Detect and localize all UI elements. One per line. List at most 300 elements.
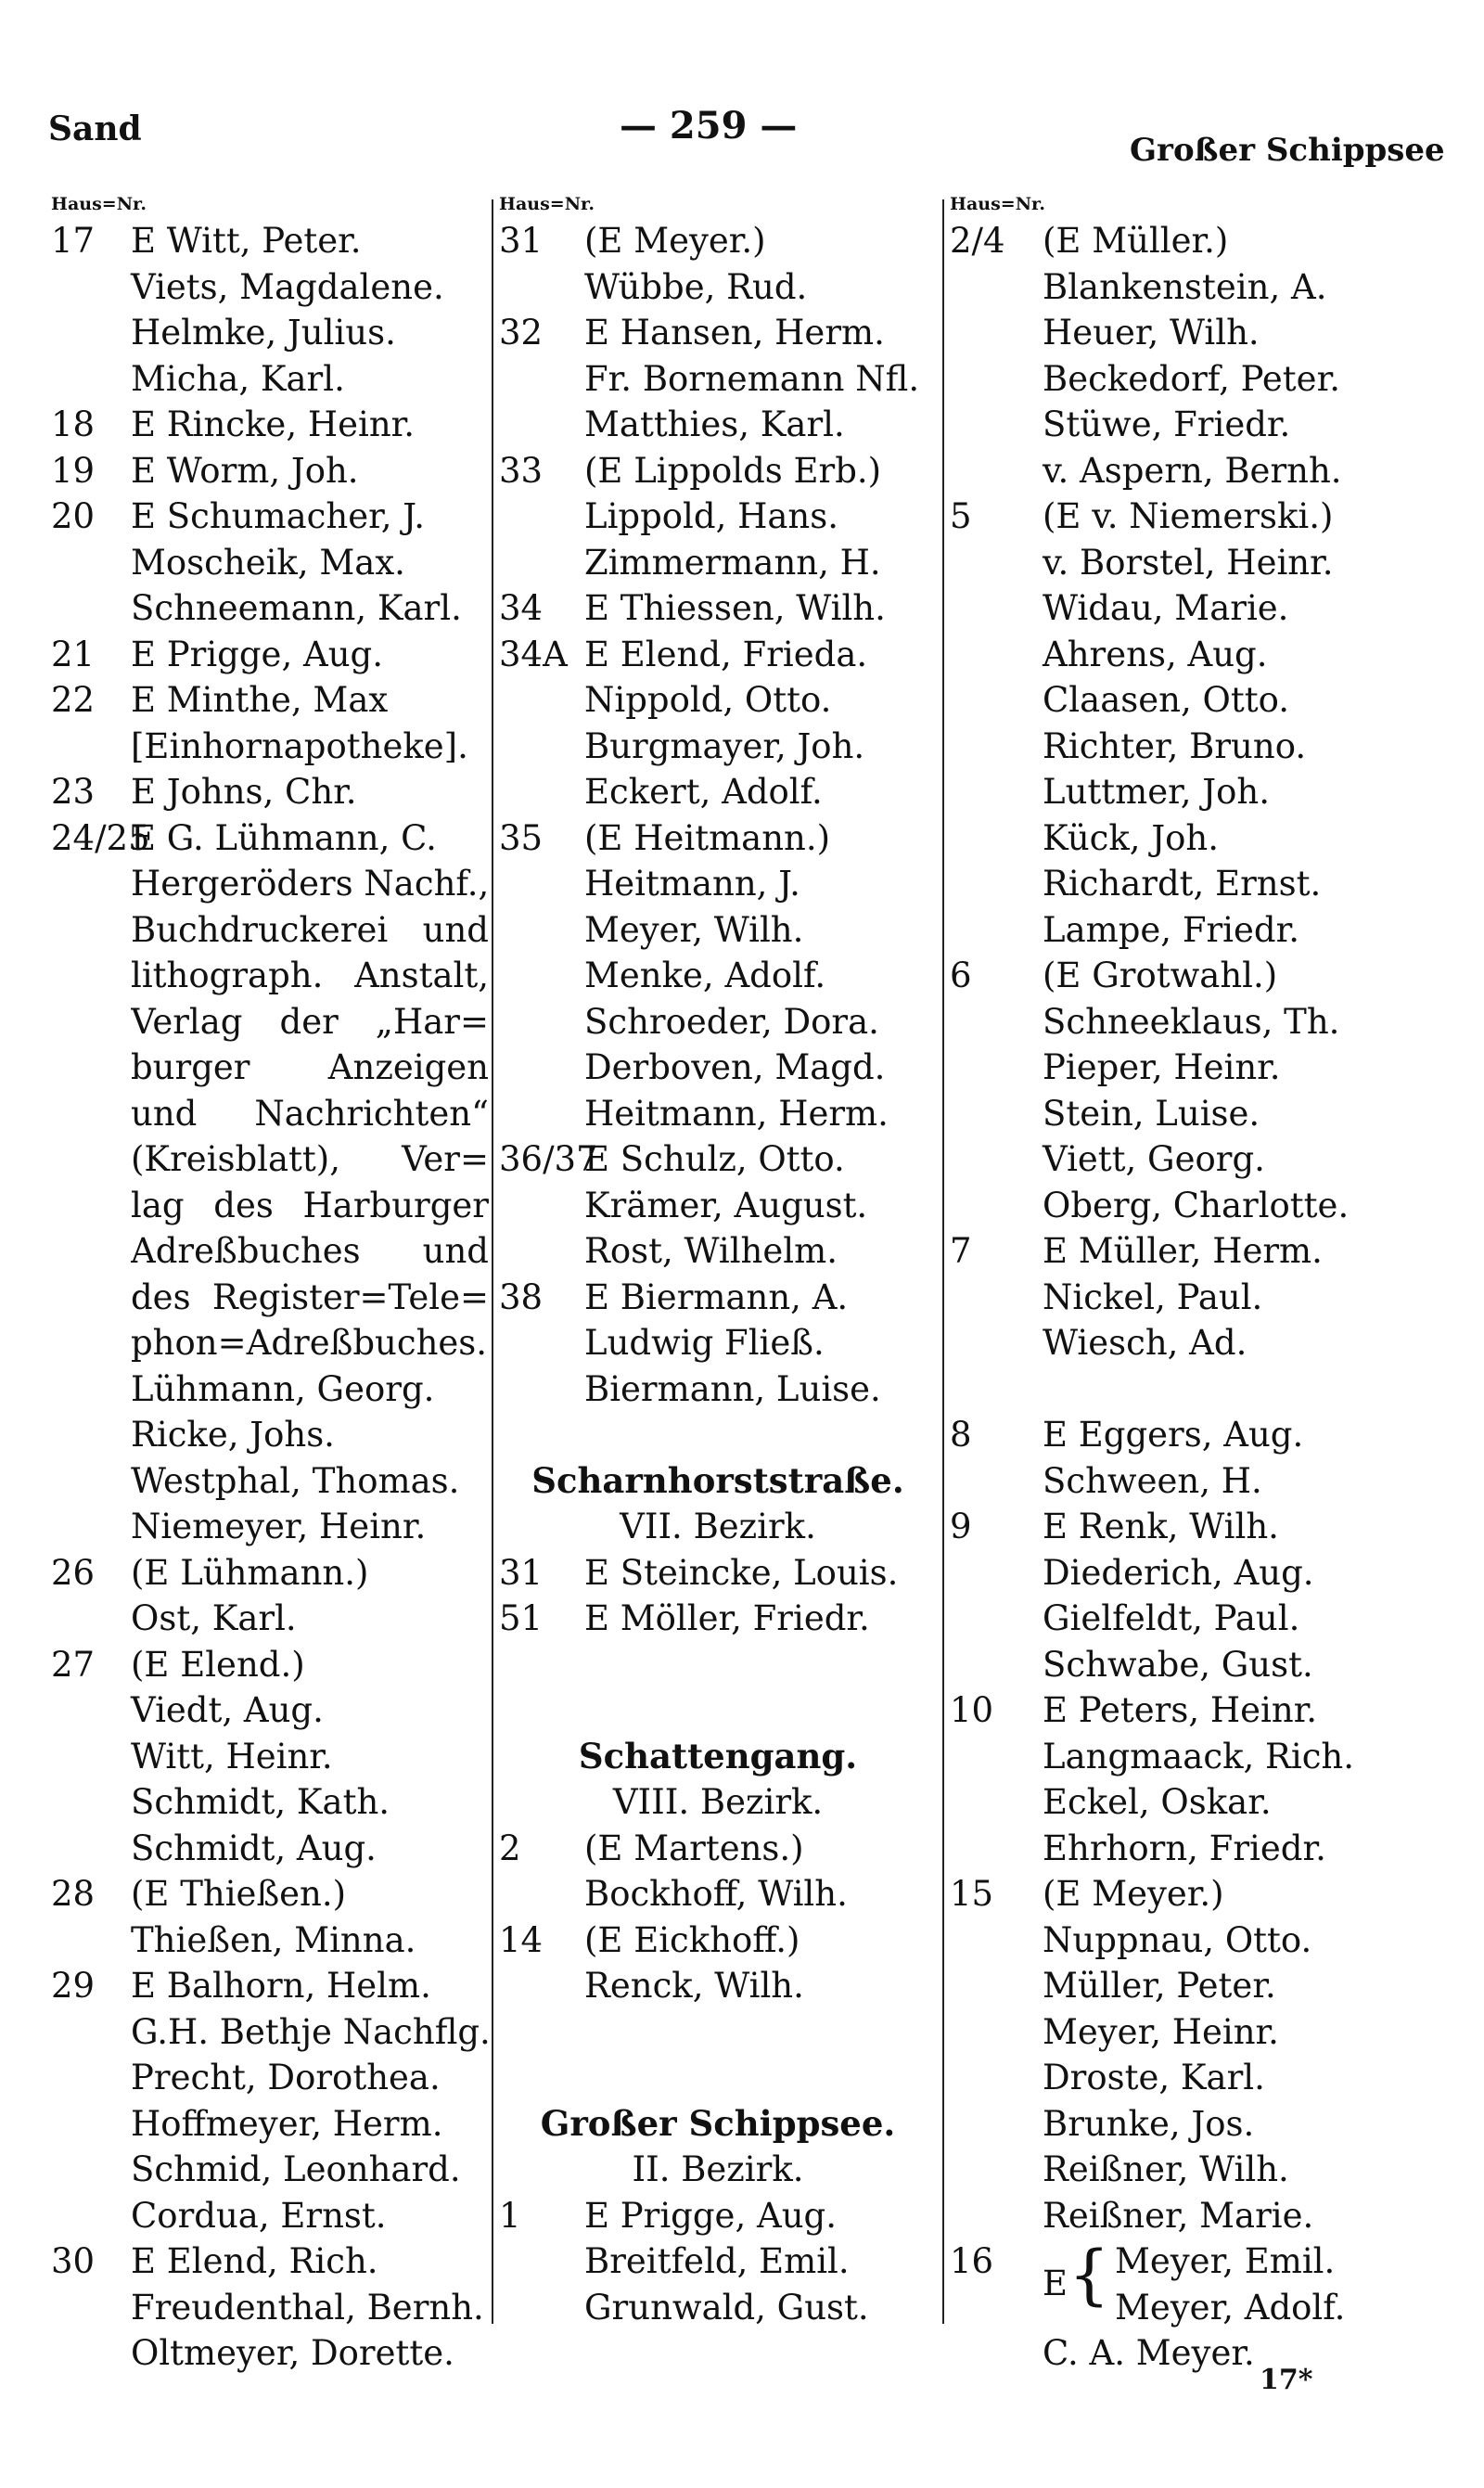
- entry-text: (E Eickhoff.): [584, 1919, 800, 1960]
- directory-entry: [51, 540, 487, 586]
- directory-entry: [950, 2101, 1386, 2148]
- house-number: 31: [499, 221, 544, 261]
- entry-text: Claasen, Otto.: [1043, 680, 1289, 720]
- directory-entry: [950, 218, 1386, 264]
- directory-entry: [51, 1826, 487, 1872]
- house-number: 28: [51, 1874, 96, 1914]
- house-number: 6: [950, 955, 972, 995]
- directory-entry: [499, 2285, 935, 2331]
- directory-entry: [499, 907, 935, 954]
- directory-entry: [950, 769, 1386, 815]
- page-number: — 259 —: [620, 104, 798, 147]
- directory-entry: [950, 2285, 1386, 2331]
- district-row: [499, 2147, 935, 2193]
- entry-text: Zimmermann, H.: [584, 542, 881, 583]
- entry-text: E Peters, Heinr.: [1043, 1690, 1318, 1730]
- entry-text: Ehrhorn, Friedr.: [1043, 1828, 1326, 1868]
- directory-entry: [51, 724, 487, 770]
- directory-entry: [499, 1550, 935, 1597]
- entry-text: Schmidt, Aug.: [131, 1828, 377, 1868]
- directory-entry: [51, 1458, 487, 1505]
- directory-entry: [499, 585, 935, 632]
- directory-entry: [950, 1963, 1386, 2009]
- entry-text: E Renk, Wilh.: [1043, 1507, 1279, 1546]
- house-number: 31: [499, 1552, 544, 1593]
- house-number: 26: [51, 1552, 96, 1593]
- directory-entry: [499, 1045, 935, 1091]
- house-number: 22: [51, 680, 96, 720]
- street-heading: Schattengang.: [578, 1735, 858, 1776]
- directory-entry: [950, 2055, 1386, 2101]
- directory-entry: [51, 356, 487, 403]
- entry-text: (E Heitmann.): [584, 817, 831, 858]
- entry-text: Blankenstein, A.: [1043, 266, 1327, 307]
- entry-text: Grunwald, Gust.: [584, 2287, 869, 2328]
- entry-text: Langmaack, Rich.: [1043, 1736, 1355, 1776]
- directory-entry: [950, 1550, 1386, 1597]
- entry-text: Schmidt, Kath.: [131, 1782, 390, 1822]
- entry-text: Reißner, Wilh.: [1043, 2149, 1289, 2189]
- directory-entry: [51, 448, 487, 494]
- entry-text: E Elend, Frieda.: [584, 634, 868, 674]
- house-number: 29: [51, 1966, 96, 2006]
- house-number: 30: [51, 2241, 96, 2281]
- house-number: 23: [51, 772, 96, 812]
- entry-text: Witt, Heinr.: [131, 1736, 333, 1776]
- directory-entry: [51, 861, 487, 907]
- directory-entry: [499, 494, 935, 540]
- entry-text: E Witt, Peter.: [131, 221, 362, 261]
- entry-text: Pieper, Heinr.: [1043, 1047, 1281, 1087]
- street-heading: Großer Schippsee.: [540, 2102, 896, 2144]
- directory-entry: [51, 585, 487, 632]
- column-label: Haus=Nr.: [499, 194, 595, 214]
- directory-entry: [51, 769, 487, 815]
- entry-text: Müller, Peter.: [1043, 1966, 1276, 2006]
- entry-text: Freudenthal, Bernh.: [131, 2287, 484, 2328]
- entry-text: Eckel, Oskar.: [1043, 1782, 1272, 1822]
- spacer: [499, 2009, 935, 2056]
- directory-entry: [499, 1871, 935, 1917]
- directory-entry: [51, 1366, 487, 1413]
- directory-entry: [499, 1366, 935, 1413]
- entry-text: Heuer, Wilh.: [1043, 313, 1260, 353]
- brace-glyph: {: [1068, 2237, 1110, 2313]
- house-number: 17: [51, 221, 96, 261]
- directory-entry: [499, 1183, 935, 1229]
- directory-entry: [51, 999, 487, 1045]
- directory-entry: [950, 999, 1386, 1045]
- directory-entry: [51, 1183, 487, 1229]
- entry-text: Lippold, Hans.: [584, 496, 838, 536]
- entry-text: Droste, Karl.: [1043, 2058, 1265, 2097]
- entry-text: (E v. Niemerski.): [1043, 496, 1334, 536]
- directory-entry: [499, 540, 935, 586]
- directory-entry: [950, 1687, 1386, 1734]
- house-number: 38: [499, 1276, 544, 1317]
- directory-entry: [51, 1045, 487, 1091]
- directory-entry: [51, 1687, 487, 1734]
- entry-text: Verlag der „Har=: [131, 1001, 489, 1042]
- directory-entry: [499, 1091, 935, 1137]
- house-number: 34A: [499, 634, 568, 674]
- entry-text: Lühmann, Georg.: [131, 1368, 435, 1409]
- directory-entry: [51, 494, 487, 540]
- entry-text: lag des Harburger: [131, 1185, 489, 1225]
- entry-text: Hergeröders Nachf.,: [131, 864, 489, 904]
- entry-text: Nuppnau, Otto.: [1043, 1919, 1312, 1960]
- house-number: 24/25: [51, 817, 150, 858]
- entry-text: E Worm, Joh.: [131, 450, 359, 491]
- directory-entry: [51, 2193, 487, 2239]
- directory-entry: [499, 1320, 935, 1366]
- entry-text: Ludwig Fließ.: [584, 1323, 825, 1363]
- entry-text: Wübbe, Rud.: [584, 266, 808, 307]
- directory-entry: [499, 264, 935, 311]
- directory-entry: [499, 815, 935, 862]
- entry-text: Wiesch, Ad.: [1043, 1323, 1247, 1363]
- directory-entry: [499, 1963, 935, 2009]
- entry-text: Schmid, Leonhard.: [131, 2149, 461, 2189]
- entry-text: Buchdruckerei und: [131, 909, 489, 950]
- entry-text: Oberg, Charlotte.: [1043, 1185, 1350, 1225]
- directory-entry: [499, 2193, 935, 2239]
- entry-text: Widau, Marie.: [1043, 588, 1289, 628]
- entry-text: Ricke, Johs.: [131, 1415, 335, 1455]
- house-number: 51: [499, 1598, 544, 1638]
- directory-entry: [499, 1917, 935, 1964]
- entry-text: Gielfeldt, Paul.: [1043, 1598, 1300, 1638]
- street-heading-row: [499, 2101, 935, 2148]
- running-head-left: Sand: [48, 109, 142, 148]
- district-label: VII. Bezirk.: [620, 1507, 816, 1546]
- directory-entry: [950, 1228, 1386, 1275]
- column-2: [499, 190, 935, 2330]
- directory-entry: [51, 1136, 487, 1183]
- running-head-right: Großer Schippsee: [1130, 132, 1445, 169]
- entry-text: E Müller, Herm.: [1043, 1231, 1323, 1271]
- entry-text: Moscheik, Max.: [131, 542, 405, 583]
- entry-text: (E Meyer.): [584, 221, 766, 261]
- entry-text: Diederich, Aug.: [1043, 1552, 1314, 1593]
- spacer: [499, 1642, 935, 1688]
- spacer: [499, 2055, 935, 2101]
- directory-entry: [950, 677, 1386, 724]
- entry-text: Meyer, Heinr.: [1043, 2011, 1279, 2052]
- house-number: 8: [950, 1415, 972, 1455]
- entry-text: (E Grotwahl.): [1043, 955, 1278, 995]
- directory-entry: [51, 264, 487, 311]
- entry-text: Thießen, Minna.: [131, 1919, 416, 1960]
- entry-text: E Minthe, Max: [131, 680, 389, 720]
- entry-text: v. Borstel, Heinr.: [1043, 542, 1334, 583]
- entry-text: (E Lippolds Erb.): [584, 450, 882, 491]
- directory-entry: [499, 1136, 935, 1183]
- directory-entry: [950, 356, 1386, 403]
- entry-text: Schwabe, Gust.: [1043, 1644, 1313, 1685]
- entry-text: Hoffmeyer, Herm.: [131, 2103, 443, 2144]
- entry-text: Burgmayer, Joh.: [584, 725, 865, 766]
- house-number: 5: [950, 496, 972, 536]
- entry-text: Luttmer, Joh.: [1043, 772, 1270, 812]
- entry-text: E Steincke, Louis.: [584, 1552, 899, 1593]
- directory-entry: [51, 815, 487, 862]
- directory-entry: [950, 632, 1386, 678]
- entry-text: Helmke, Julius.: [131, 313, 396, 353]
- entry-text: E Biermann, A.: [584, 1276, 849, 1317]
- entry-text: E Elend, Rich.: [131, 2241, 378, 2281]
- directory-entry: [51, 1550, 487, 1597]
- house-number: 7: [950, 1231, 972, 1271]
- entry-text: C. A. Meyer.: [1043, 2333, 1255, 2373]
- directory-entry: [950, 402, 1386, 448]
- entry-text: [Einhornapotheke].: [131, 725, 468, 766]
- directory-entry: [499, 2238, 935, 2285]
- house-number: 15: [950, 1874, 994, 1914]
- entry-text: E Hansen, Herm.: [584, 313, 885, 353]
- entry-text: (E Thießen.): [131, 1874, 347, 1914]
- entry-text: Reißner, Marie.: [1043, 2195, 1314, 2236]
- directory-entry: [51, 1871, 487, 1917]
- directory-entry: [950, 1412, 1386, 1458]
- entry-text: des Register=Tele=: [131, 1276, 489, 1317]
- directory-entry: [51, 402, 487, 448]
- entry-text: v. Aspern, Bernh.: [1043, 450, 1342, 491]
- house-number: 36/37: [499, 1139, 598, 1179]
- column-label: Haus=Nr.: [950, 194, 1045, 214]
- spacer: [499, 1687, 935, 1734]
- directory-entry: [499, 999, 935, 1045]
- directory-entry: [499, 1596, 935, 1642]
- house-number: 14: [499, 1919, 544, 1960]
- entry-text: (E Elend.): [131, 1644, 305, 1685]
- entry-text: Schneemann, Karl.: [131, 588, 462, 628]
- column-divider-2: [942, 199, 944, 2324]
- entry-text: Stüwe, Friedr.: [1043, 404, 1291, 444]
- directory-entry: [950, 2193, 1386, 2239]
- directory-entry: [950, 1917, 1386, 1964]
- directory-entry: [950, 1275, 1386, 1321]
- entry-text: E Rincke, Heinr.: [131, 404, 416, 444]
- entry-text: Schneeklaus, Th.: [1043, 1001, 1340, 1042]
- directory-entry: [950, 1320, 1386, 1366]
- directory-entry: [51, 1779, 487, 1826]
- spacer: [950, 1366, 1386, 1413]
- entry-text: E Eggers, Aug.: [1043, 1415, 1304, 1455]
- entry-text: Meyer, Wilh.: [584, 909, 804, 950]
- sheet-signature: 17*: [1260, 2364, 1313, 2396]
- district-label: VIII. Bezirk.: [612, 1782, 824, 1822]
- entry-text: Lampe, Friedr.: [1043, 909, 1299, 950]
- entry-text: Heitmann, Herm.: [584, 1093, 889, 1134]
- entry-text: E Möller, Friedr.: [584, 1598, 870, 1638]
- directory-entry: [51, 907, 487, 954]
- house-number: 35: [499, 817, 544, 858]
- entry-text: Beckedorf, Peter.: [1043, 358, 1340, 399]
- directory-entry: [950, 2330, 1386, 2377]
- entry-text: Breitfeld, Emil.: [584, 2241, 850, 2281]
- directory-entry: [950, 448, 1386, 494]
- directory-entry: [950, 1045, 1386, 1091]
- directory-entry: [51, 1228, 487, 1275]
- directory-entry: [950, 310, 1386, 356]
- column-1: [51, 190, 491, 2377]
- column-divider-1: [492, 199, 493, 2324]
- entry-text: E Johns, Chr.: [131, 772, 357, 812]
- entry-text: (E Müller.): [1043, 221, 1229, 261]
- directory-entry: [950, 1091, 1386, 1137]
- entry-text: Schween, H.: [1043, 1460, 1262, 1501]
- street-heading: Scharnhorststraße.: [531, 1459, 904, 1501]
- directory-entry: [499, 632, 935, 678]
- directory-entry: [950, 1826, 1386, 1872]
- entry-text: Ahrens, Aug.: [1043, 634, 1268, 674]
- directory-entry: [950, 907, 1386, 954]
- directory-entry: [51, 1275, 487, 1321]
- entry-text: E Schulz, Otto.: [584, 1139, 845, 1179]
- directory-entry: [51, 1504, 487, 1550]
- entry-text: Rost, Wilhelm.: [584, 1231, 838, 1271]
- entry-text: Ost, Karl.: [131, 1598, 297, 1638]
- directory-entry: [51, 2147, 487, 2193]
- entry-text: und Nachrichten“: [131, 1093, 489, 1134]
- entry-text: Adreßbuches und: [131, 1231, 489, 1271]
- entry-text: E Prigge, Aug.: [584, 2195, 837, 2236]
- directory-entry: [950, 953, 1386, 999]
- entry-text: Brunke, Jos.: [1043, 2103, 1255, 2144]
- house-number: 32: [499, 313, 544, 353]
- entry-text: E Balhorn, Helm.: [131, 1966, 431, 2006]
- column-3: [950, 190, 1386, 2377]
- entry-text: Heitmann, J.: [584, 864, 800, 904]
- house-number: 1: [499, 2195, 521, 2236]
- house-number: 27: [51, 1644, 96, 1685]
- directory-entry: [950, 724, 1386, 770]
- directory-entry: [51, 2330, 487, 2377]
- directory-entry: [51, 310, 487, 356]
- directory-entry: [499, 677, 935, 724]
- directory-entry: [950, 1734, 1386, 1780]
- directory-entry: [51, 1734, 487, 1780]
- directory-entry: [499, 1826, 935, 1872]
- entry-text: Schroeder, Dora.: [584, 1001, 879, 1042]
- entry-text: Oltmeyer, Dorette.: [131, 2333, 454, 2373]
- column-label: Haus=Nr.: [51, 194, 147, 214]
- entry-text: Renck, Wilh.: [584, 1966, 804, 2006]
- directory-entry: [51, 2009, 491, 2056]
- directory-entry: [499, 402, 935, 448]
- entry-text: Bockhoff, Wilh.: [584, 1874, 848, 1914]
- directory-entry: [950, 540, 1386, 586]
- directory-entry: [950, 1504, 1386, 1550]
- directory-entry: [499, 218, 935, 264]
- directory-entry: [950, 1458, 1386, 1505]
- entry-text: G.H. Bethje Nachflg.: [131, 2011, 491, 2052]
- directory-entry: [499, 724, 935, 770]
- house-number: 21: [51, 634, 96, 674]
- directory-entry: [499, 953, 935, 999]
- directory-entry: [950, 1779, 1386, 1826]
- entry-text: (E Lühmann.): [131, 1552, 369, 1593]
- directory-entry: [51, 2101, 487, 2148]
- directory-entry: [51, 677, 487, 724]
- entry-text: Fr. Bornemann Nfl.: [584, 358, 920, 399]
- directory-entry: [950, 1642, 1386, 1688]
- directory-entry: [51, 632, 487, 678]
- directory-entry: [51, 2238, 487, 2285]
- house-number: 19: [51, 450, 96, 491]
- entry-text: E Prigge, Aug.: [131, 634, 383, 674]
- directory-entry: [499, 861, 935, 907]
- district-label: II. Bezirk.: [632, 2149, 804, 2189]
- entry-text: phon=Adreßbuches.: [131, 1323, 488, 1363]
- entry-text: Stein, Luise.: [1043, 1093, 1260, 1134]
- directory-entry: [51, 2285, 487, 2331]
- entry-text: Derboven, Magd.: [584, 1047, 886, 1087]
- entry-text: Richter, Bruno.: [1043, 725, 1307, 766]
- entry-text: Viett, Georg.: [1043, 1139, 1265, 1179]
- house-number: 18: [51, 404, 96, 444]
- spacer: [499, 1412, 935, 1458]
- directory-entry: [51, 953, 487, 999]
- entry-text: Viedt, Aug.: [131, 1690, 324, 1730]
- entry-text: (Kreisblatt), Ver=: [131, 1139, 489, 1179]
- entry-text: Kück, Joh.: [1043, 817, 1220, 858]
- entry-text: Micha, Karl.: [131, 358, 345, 399]
- directory-entry: [950, 861, 1386, 907]
- directory-entry: [499, 356, 935, 403]
- district-row: [499, 1779, 935, 1826]
- directory-entry: [51, 1320, 487, 1366]
- entry-text: Westphal, Thomas.: [131, 1460, 460, 1501]
- directory-entry: [51, 1642, 487, 1688]
- directory-entry: [950, 494, 1386, 540]
- directory-entry: [499, 310, 935, 356]
- house-number: 9: [950, 1507, 972, 1546]
- house-number: 33: [499, 450, 544, 491]
- entry-text: Nippold, Otto.: [584, 680, 832, 720]
- entry-text: (E Meyer.): [1043, 1874, 1224, 1914]
- entry-text: Matthies, Karl.: [584, 404, 845, 444]
- directory-entry: [51, 1091, 487, 1137]
- directory-entry: [950, 264, 1386, 311]
- directory-entry: [51, 1963, 487, 2009]
- directory-entry: [950, 2009, 1386, 2056]
- house-number: 10: [950, 1690, 994, 1730]
- directory-entry: [950, 1871, 1386, 1917]
- entry-text: E Thiessen, Wilh.: [584, 588, 886, 628]
- directory-entry: [950, 2147, 1386, 2193]
- directory-entry: [950, 1183, 1386, 1229]
- directory-entry: [51, 1412, 487, 1458]
- directory-entry: [499, 769, 935, 815]
- house-number: 2/4: [950, 221, 1005, 261]
- directory-entry: [51, 1917, 487, 1964]
- entry-text: E Schumacher, J.: [131, 496, 425, 536]
- directory-entry: [950, 585, 1386, 632]
- entry-text: Menke, Adolf.: [584, 955, 826, 995]
- entry-text: (E Martens.): [584, 1828, 804, 1868]
- directory-entry: [499, 1228, 935, 1275]
- entry-text: Cordua, Ernst.: [131, 2195, 387, 2236]
- directory-entry: [499, 448, 935, 494]
- street-heading-row: [499, 1734, 935, 1780]
- district-row: [499, 1504, 935, 1550]
- directory-entry: [51, 2055, 487, 2101]
- directory-entry: [51, 218, 487, 264]
- entry-text: lithograph. Anstalt,: [131, 955, 489, 995]
- entry-text: Eckert, Adolf.: [584, 772, 823, 812]
